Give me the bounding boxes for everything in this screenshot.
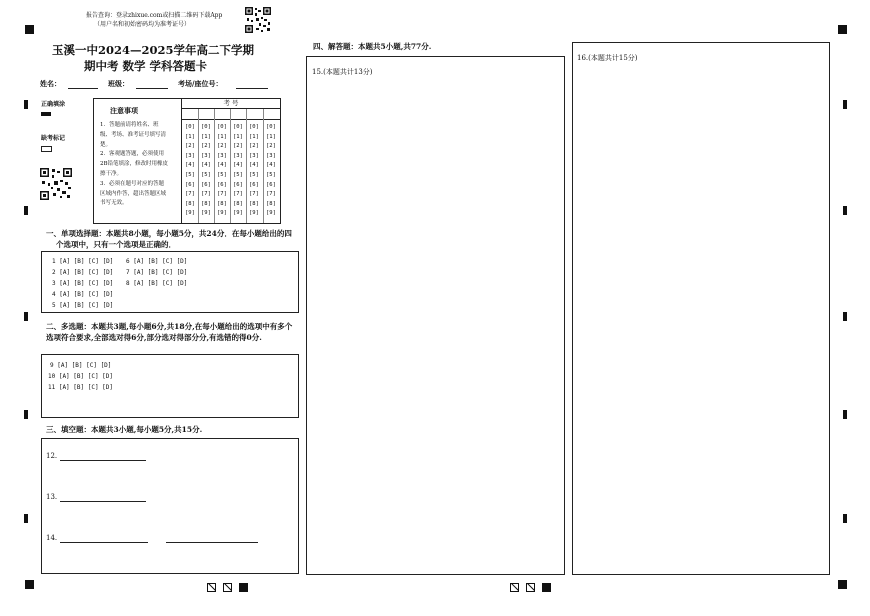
choice-row[interactable]: 10 [A] [B] [C] [D] [48,373,114,380]
q14-answer-line-2[interactable] [166,542,258,543]
q15-answer-box[interactable] [306,56,565,575]
section2-answer-box [41,354,299,418]
instruction-line: 1．答题前请将姓名、班 [100,122,159,128]
exam-number-column[interactable]: [0] [1] [2] [3] [4] [5] [6] [7] [8] [9] [217,124,227,217]
seat-field[interactable] [236,88,268,89]
timing-mark [843,410,847,419]
instruction-line: 擦干净。 [100,170,123,177]
qr-code-icon[interactable] [244,6,272,34]
timing-mark [843,100,847,109]
instruction-line: 2B铅笔填涂，修改时用橡皮 [100,161,169,168]
alignment-mark [25,25,34,34]
section2-title: 二、多选题：本题共3题,每小题6分,共18分,在每小题给出的选项中有多个 选项符合要求,全部选对得6分,部分选对得部分分,有选错的得0分. [46,322,293,342]
timing-mark [24,100,28,109]
q14-answer-line-1[interactable] [60,542,148,543]
timing-mark [24,312,28,321]
section1-answer-box [41,251,299,313]
instructions-panel [93,98,182,224]
choice-row[interactable]: 11 [A] [B] [C] [D] [48,384,114,391]
exam-number-column-divider [198,109,199,223]
q16-label: 16.(本题共计15分) [577,54,638,62]
timing-mark [24,410,28,419]
q16-answer-box[interactable] [572,42,830,575]
instructions-list [100,121,168,209]
correct-fill-sample [41,112,51,116]
exam-title: 玉溪一中2024—2025学年高二下学期 [52,43,255,57]
section3-answer-box [41,438,299,574]
instruction-line: 楚。 [100,141,112,148]
q13-label: 13. [46,493,58,501]
q14-label: 14. [46,534,58,542]
choice-row[interactable]: 3 [A] [B] [C] [D] [52,280,114,287]
page-marker-empty [223,583,232,592]
instruction-line: 书写无效。 [100,200,128,207]
student-qr-code-icon [40,168,72,200]
exam-number-column[interactable]: [0] [1] [2] [3] [4] [5] [6] [7] [8] [9] [266,124,276,217]
report-notice: 报告查询：登录zhixue.com或扫描二维码下载App [86,12,223,19]
choice-row[interactable]: 4 [A] [B] [C] [D] [52,291,114,298]
alignment-mark [838,25,847,34]
timing-mark [843,312,847,321]
exam-number-column[interactable]: [0] [1] [2] [3] [4] [5] [6] [7] [8] [9] [233,124,243,217]
exam-subtitle: 期中考 数学 学科答题卡 [84,59,208,73]
page-marker-empty [526,583,535,592]
exam-number-column-divider [214,109,215,223]
choice-row[interactable]: 6 [A] [B] [C] [D] [126,258,188,265]
q15-label: 15.(本题共计13分) [312,68,373,76]
exam-number-column[interactable]: [0] [1] [2] [3] [4] [5] [6] [7] [8] [9] [249,124,259,217]
absent-checkbox[interactable] [41,146,52,152]
page-marker-filled [239,583,248,592]
choice-row[interactable]: 9 [A] [B] [C] [D] [50,362,112,369]
section1-title: 一、单项选择题：本题共8小题，每小题5分，共24分．在每小题给出的四 个选项中，只有一个选项是正确的． [46,229,292,249]
report-notice-sub: （用户名和初始密码均为准考证号） [94,21,191,28]
timing-mark [24,206,28,215]
exam-number-grid [181,98,281,224]
section3-title: 三、填空题：本题共3小题,每小题5分,共15分. [46,425,203,434]
page-marker-empty [510,583,519,592]
instruction-line: 3．必须在题号对应的答题 [100,180,165,187]
q13-answer-line[interactable] [60,501,146,502]
choice-row[interactable]: 7 [A] [B] [C] [D] [126,269,188,276]
exam-number-column-divider [246,109,247,223]
name-field[interactable] [68,88,98,89]
instruction-line: 级、考场、准考证号填写清 [100,131,167,138]
seat-label: 考场/座位号： [178,79,223,88]
timing-mark [24,514,28,523]
choice-row[interactable]: 2 [A] [B] [C] [D] [52,269,114,276]
instruction-line: 区域内作答，超出答题区域 [100,190,167,197]
exam-number-column[interactable]: [0] [1] [2] [3] [4] [5] [6] [7] [8] [9] [185,124,195,217]
timing-mark [843,514,847,523]
q12-answer-line[interactable] [60,460,146,461]
page-marker-filled [542,583,551,592]
alignment-mark [838,580,847,589]
choice-row[interactable]: 8 [A] [B] [C] [D] [126,280,188,287]
absent-mark-label: 缺考标记 [41,135,66,142]
alignment-mark [25,580,34,589]
exam-number-column[interactable]: [0] [1] [2] [3] [4] [5] [6] [7] [8] [9] [201,124,211,217]
exam-number-column-divider [230,109,231,223]
exam-number-write-row[interactable] [182,109,280,120]
instructions-title: 注意事项 [110,106,138,115]
exam-number-column-divider [263,109,264,223]
exam-number-header: 考 号 [223,99,239,107]
instruction-line: 2．客观题答题，必须使用 [100,151,165,158]
choice-row[interactable]: 1 [A] [B] [C] [D] [52,258,114,265]
class-label: 班级： [108,79,129,88]
q12-label: 12. [46,452,58,460]
choice-row[interactable]: 5 [A] [B] [C] [D] [52,302,114,309]
section4-title: 四、解答题：本题共5小题,共77分. [313,42,432,51]
class-field[interactable] [136,88,168,89]
correct-fill-label: 正确填涂 [41,101,66,108]
page-marker-empty [207,583,216,592]
timing-mark [843,206,847,215]
name-label: 姓名： [40,79,61,88]
